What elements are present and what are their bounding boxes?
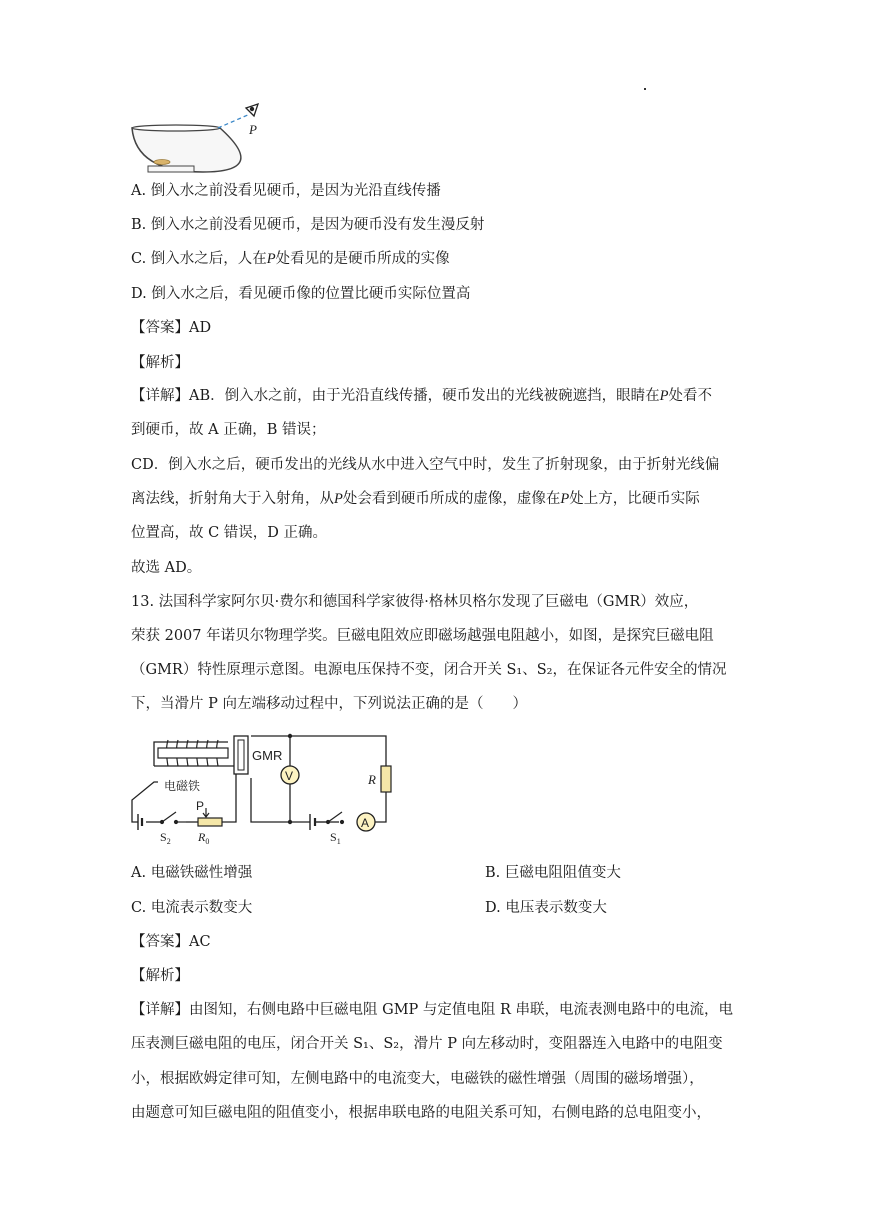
q12-detail-line-3: CD．倒入水之后，硬币发出的光线从水中进入空气中时，发生了折射现象，由于折射光线偏 — [131, 457, 720, 473]
q13-option-d: D. 电压表示数变大 — [485, 900, 607, 916]
bowl-rim — [132, 125, 220, 131]
detail-text: 处会看到硬币所成的虚像，虚像在 — [342, 491, 561, 507]
q13-detail-line-4: 由题意可知巨磁电阻的阻值变小，根据串联电路的电阻关系可知，右侧电路的总电阻变小， — [131, 1105, 711, 1121]
q13-analysis-label: 【解析】 — [131, 968, 189, 984]
coin — [154, 160, 170, 165]
q13-option-a: A. 电磁铁磁性增强 — [131, 865, 253, 881]
rheostat-label: $R_0$ — [198, 830, 210, 846]
q12-detail-line-4 — [131, 489, 700, 509]
answer-label: 【答案】 — [131, 934, 189, 950]
q12-conclusion: 故选 AD。 — [131, 560, 202, 576]
rheostat — [198, 818, 222, 826]
detail-text: 处看不 — [668, 388, 712, 404]
detail-text: 处上方，比硬币实际 — [569, 491, 700, 507]
q13-detail-line-3: 小，根据欧姆定律可知，左侧电路中的电流变大，电磁铁的磁性增强（周围的磁场增强）， — [131, 1071, 704, 1087]
circuit-figure — [128, 730, 394, 848]
iron-core — [158, 748, 228, 758]
gmr-label: GMR — [252, 748, 283, 763]
electromagnet-label: 电磁铁 — [164, 779, 201, 793]
sight-line — [218, 114, 250, 128]
q12-option-c-var: P — [266, 251, 276, 267]
stray-dot — [644, 88, 646, 90]
q13-detail-line-2: 压表测巨磁电阻的电压，闭合开关 S₁、S₂，滑片 P 向左移动时，变阻器连入电路中的电阻变 — [131, 1036, 723, 1052]
answer-value: AD — [189, 320, 212, 336]
q12-option-a: A. 倒入水之前没看见硬币，是因为光沿直线传播 — [131, 183, 441, 199]
q13-stem-line-3: （GMR）特性原理示意图。电源电压保持不变，闭合开关 S₁、S₂，在保证各元件安全的情况 — [131, 662, 727, 678]
q13-option-b: B. 巨磁电阻阻值变大 — [485, 865, 621, 881]
q12-option-c-pre: C. 倒入水之后，人在 — [131, 251, 267, 267]
detail-var: P — [334, 491, 343, 507]
q13-stem-line-4: 下，当滑片 P 向左端移动过程中，下列说法正确的是（ ） — [131, 696, 527, 712]
q12-detail-line-2: 到硬币，故 A 正确，B 错误； — [131, 422, 326, 438]
bowl-base — [148, 166, 194, 172]
switch-s1-label: $S_1$ — [330, 830, 341, 846]
voltmeter-label: V — [285, 769, 294, 783]
q13-stem-line-2: 荣获 2007 年诺贝尔物理学奖。巨磁电阻效应即磁场越强电阻越小，如图，是探究巨磁电阻 — [131, 628, 714, 644]
resistor-label: R — [368, 772, 376, 787]
q12-detail-line-1 — [131, 386, 712, 406]
switch-s2-label: $S_2$ — [160, 830, 171, 846]
q13-stem-line-1: 13. 法国科学家阿尔贝·费尔和德国科学家彼得·格林贝格尔发现了巨磁电（GMR）效应， — [131, 594, 699, 610]
q12-option-b: B. 倒入水之前没看见硬币，是因为硬币没有发生漫反射 — [131, 217, 485, 233]
bowl-figure — [128, 100, 278, 176]
q12-option-c — [131, 249, 450, 269]
resistor — [381, 766, 391, 792]
q12-analysis-label: 【解析】 — [131, 355, 189, 371]
ammeter-label: A — [361, 816, 370, 830]
detail-label: 【详解】 — [131, 1002, 189, 1018]
slider-label: P — [196, 799, 205, 813]
detail-text: 由图知，右侧电路中巨磁电阻 GMP 与定值电阻 R 串联，电流表测电路中的电流，电 — [189, 1002, 734, 1018]
answer-label: 【答案】 — [131, 320, 189, 336]
point-p-label: P — [249, 122, 257, 137]
bowl-outline — [132, 128, 241, 172]
q13-option-c: C. 电流表示数变大 — [131, 900, 253, 916]
q12-answer — [131, 318, 211, 338]
detail-label: 【详解】 — [131, 388, 189, 404]
detail-var: P — [659, 388, 669, 404]
answer-value: AC — [189, 934, 211, 950]
q12-option-c-post: 处看见的是硬币所成的实像 — [275, 251, 450, 267]
q12-option-d: D. 倒入水之后，看见硬币像的位置比硬币实际位置高 — [131, 286, 471, 302]
detail-text: AB．倒入水之前，由于光沿直线传播，硬币发出的光线被碗遮挡，眼睛在 — [189, 388, 660, 404]
q13-detail-line-1 — [131, 1000, 733, 1020]
q12-detail-line-5: 位置高，故 C 错误，D 正确。 — [131, 525, 328, 541]
q13-answer — [131, 932, 211, 952]
eye-icon — [246, 104, 258, 116]
detail-var: P — [560, 491, 570, 507]
detail-text: 离法线，折射角大于入射角，从 — [131, 491, 334, 507]
